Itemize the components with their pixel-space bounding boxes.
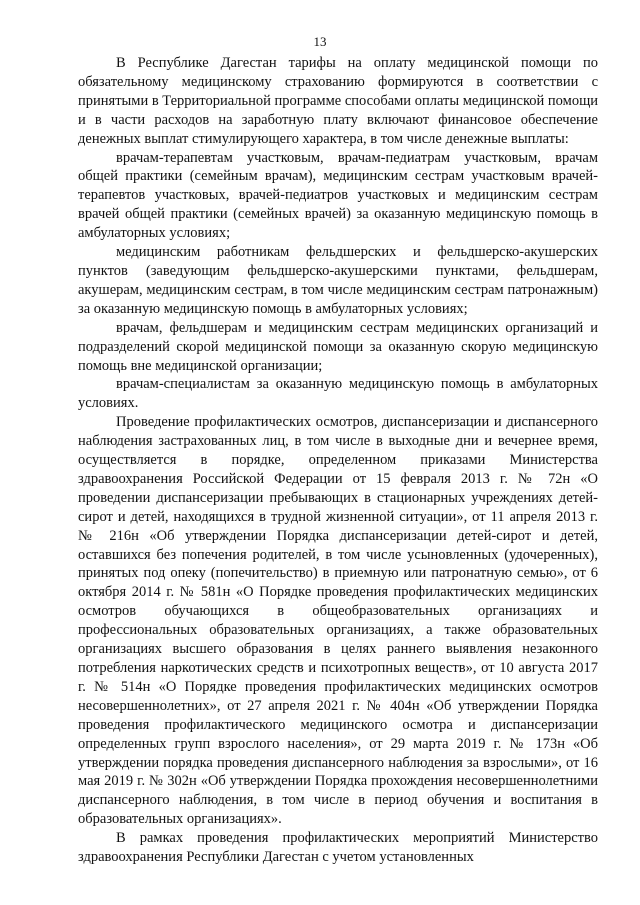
paragraph-specialists: врачам-специалистам за оказанную медицинскую помощь в амбулаторных условиях. bbox=[78, 376, 598, 412]
page-number: 13 bbox=[313, 34, 327, 49]
document-body bbox=[78, 54, 598, 867]
paragraph-feldsher-points: медицинским работникам фельдшерских и фельдшерско-акушерских пунктов (заведующим фельдшерско-акушерскими пунктами, фельдшерам, акушерам, медицинским сестрам, в том числе медицинским сестрам патронажным) за оказанную медицинскую помощь в амбулаторных условиях; bbox=[78, 244, 598, 317]
paragraph-therapists: врачам-терапевтам участковым, врачам-педиатрам участковым, врачам общей практики (семейным врачам), медицинским сестрам участковым врачей-терапевтов участковых, врачей-педиатров участковых и медицинским сестрам врачей общей практики (семейных врачей) за оказанную медицинскую помощь в амбулаторных условиях; bbox=[78, 149, 598, 242]
paragraph-tariffs-intro: В Республике Дагестан тарифы на оплату медицинской помощи по обязательному медицинскому страхованию формируются в соответствии с принятыми в Территориальной программе способами оплаты медицинской помощи и в части расходов на заработную плату включают финансовое обеспечение денежных выплат стимулирующего характера, в том числе денежные выплаты: bbox=[78, 55, 599, 147]
paragraph-preventive-examinations: Проведение профилактических осмотров, диспансеризации и диспансерного наблюдения застрахованных лиц, в том числе в выходные дни и вечернее время, осуществляется в порядке, определенном приказами Министерства здравоохранения Российской Федерации от 15 февраля 2013 г. № 72н «О проведении диспансеризации пребывающих в стационарных учреждениях детей-сирот и детей, находящихся в трудной жизненной ситуации», от 11 апреля 2013 г. № 216н «Об утверждении Порядка диспансеризации детей-сирот и детей, оставшихся без попечения родителей, в том числе усыновленных (удочеренных), принятых под опеку (попечительство) в приемную или патронатную семью», от 6 октября 2014 г. № 581н «О Порядке проведения профилактических медицинских осмотров обучающихся в общеобразовательных организациях и профессиональных образовательных организациях, а также образовательных организациях высшего образования в целях раннего выявления незаконного потребления наркотических средств и психотропных веществ», от 10 августа 2017 г. № 514н «О Порядке проведения профилактических медицинских осмотров несовершеннолетних», от 27 апреля 2021 г. № 404н «Об утверждении Порядка проведения профилактического медицинского осмотра и диспансеризации определенных групп взрослого населения», от 29 марта 2019 г. № 173н «Об утверждении порядка проведения диспансерного наблюдения за взрослыми», от 16 мая 2019 г. № 302н «Об утверждении Порядка прохождения несовершеннолетними диспансерного наблюдения, в том числе в период обучения и воспитания в образовательных организациях». bbox=[78, 414, 598, 828]
paragraph-emergency-care: врачам, фельдшерам и медицинским сестрам медицинских организаций и подразделений скорой медицинской помощи за оказанную скорую медицинскую помощь вне медицинской организации; bbox=[78, 319, 598, 374]
paragraph-preventive-measures: В рамках проведения профилактических мероприятий Министерство здравоохранения Республики Дагестан с учетом установленных bbox=[78, 830, 598, 866]
